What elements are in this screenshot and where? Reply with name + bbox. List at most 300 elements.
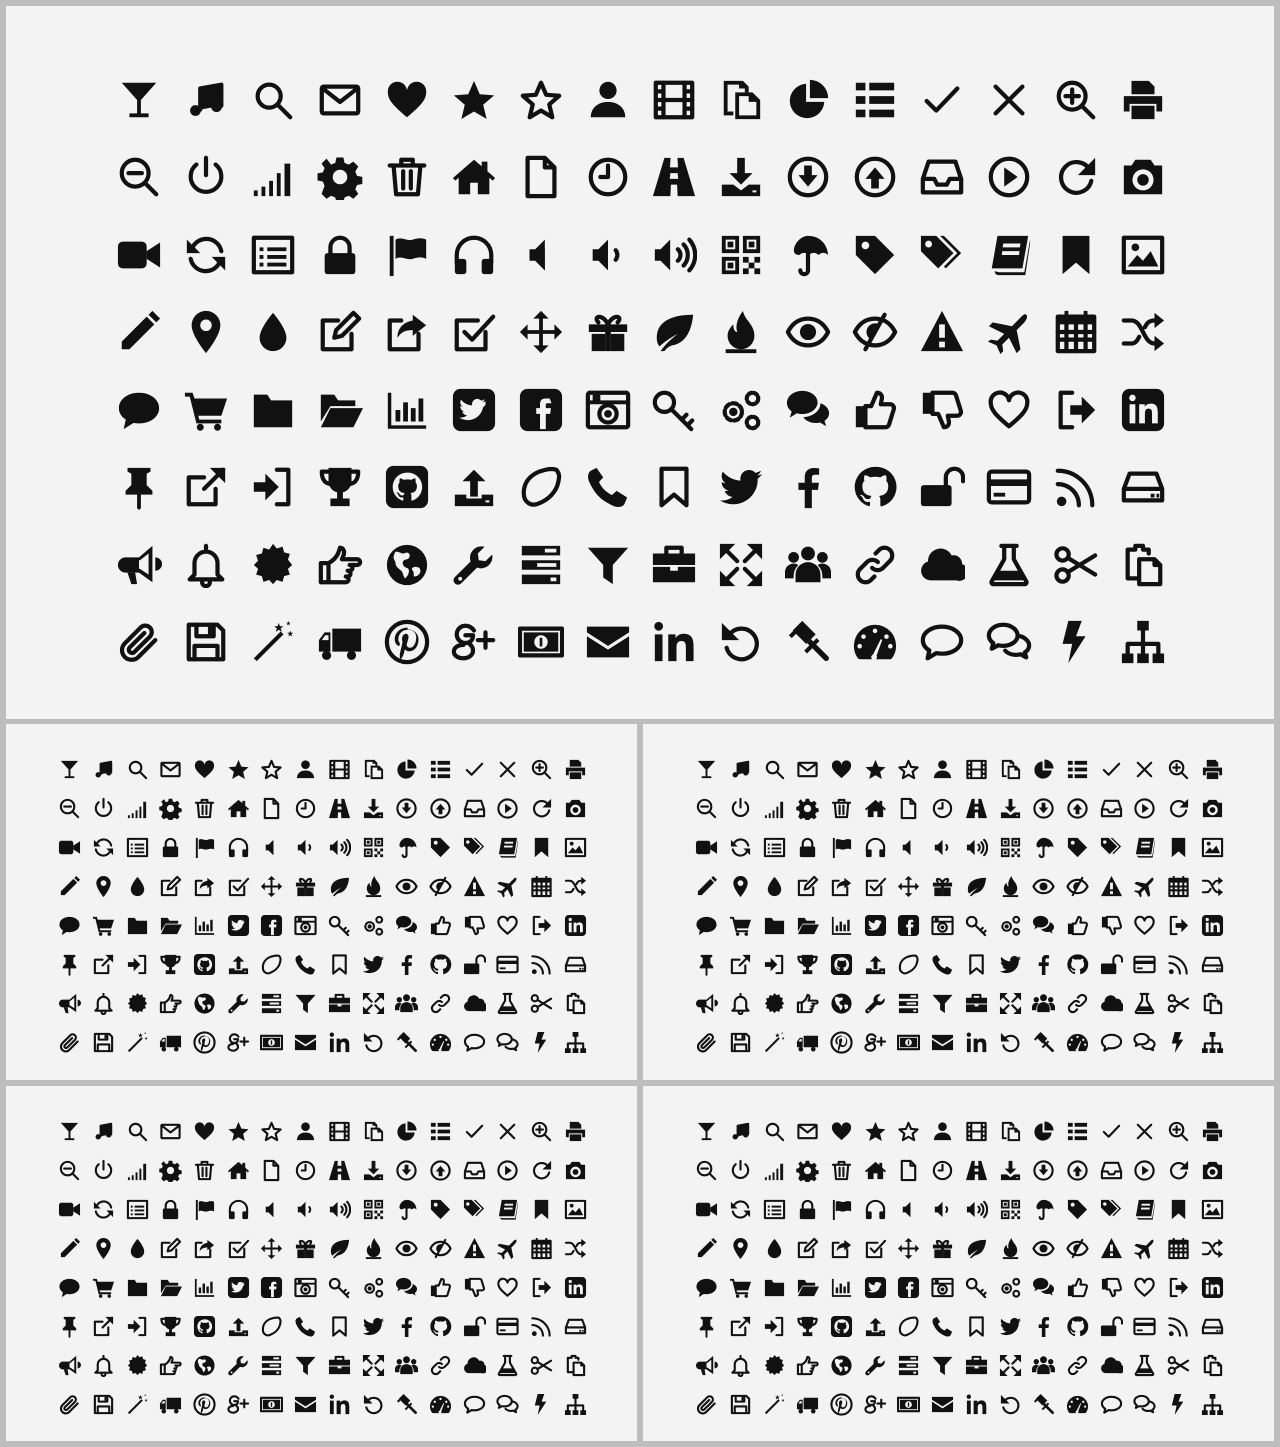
volume-off-icon [892, 1190, 926, 1229]
zoom-out-icon [690, 789, 724, 828]
bar-chart-icon [188, 906, 222, 945]
paperclip-icon [690, 1023, 724, 1062]
file-icon [507, 139, 574, 217]
lemon-icon [892, 945, 926, 984]
pie-chart-icon [1027, 1112, 1061, 1151]
map-marker-icon [724, 1229, 758, 1268]
sign-out-icon [1162, 1268, 1196, 1307]
star-icon [858, 1112, 892, 1151]
comments-empty-icon [491, 1385, 525, 1424]
beaker-icon [491, 1346, 525, 1385]
trash-icon [825, 789, 859, 828]
gear-icon [791, 1151, 825, 1190]
globe-icon [825, 1346, 859, 1385]
film-icon [960, 1112, 994, 1151]
move-icon [255, 867, 289, 906]
group-icon [775, 526, 842, 604]
certificate-icon [757, 1346, 791, 1385]
cloud-icon [1094, 1346, 1128, 1385]
lock-icon [154, 828, 188, 867]
bookmark-empty-icon [960, 945, 994, 984]
edit-icon [154, 1229, 188, 1268]
eye-slash-icon [1061, 1229, 1095, 1268]
google-plus-icon [440, 604, 507, 682]
cut-icon [1162, 1346, 1196, 1385]
globe-icon [188, 1346, 222, 1385]
google-plus-icon [221, 1023, 255, 1062]
comment-empty-icon [909, 604, 976, 682]
gift-icon [926, 1229, 960, 1268]
link-icon [1061, 984, 1095, 1023]
book-icon [975, 216, 1042, 294]
thumbs-down-icon [457, 1268, 491, 1307]
eye-icon [1027, 867, 1061, 906]
paperclip-icon [53, 1385, 87, 1424]
shopping-cart-icon [173, 371, 240, 449]
briefcase-icon [323, 984, 357, 1023]
umbrella-icon [390, 1190, 424, 1229]
headphones-icon [221, 828, 255, 867]
flag-icon [825, 1190, 859, 1229]
fullscreen-icon [356, 984, 390, 1023]
pie-chart-icon [1027, 750, 1061, 789]
pie-chart-icon [390, 1112, 424, 1151]
briefcase-icon [323, 1346, 357, 1385]
circle-arrow-up-icon [1061, 789, 1095, 828]
lemon-icon [255, 1307, 289, 1346]
beaker-icon [1128, 984, 1162, 1023]
unlock-icon [909, 449, 976, 527]
check-square-icon [221, 1229, 255, 1268]
sync-icon [87, 828, 121, 867]
bell-icon [724, 1346, 758, 1385]
volume-down-icon [574, 216, 641, 294]
folder-open-icon [791, 1268, 825, 1307]
camera-retro-icon [926, 906, 960, 945]
hand-right-icon [791, 1346, 825, 1385]
sync-icon [173, 216, 240, 294]
umbrella-icon [390, 828, 424, 867]
book-icon [1128, 1190, 1162, 1229]
picture-icon [558, 828, 592, 867]
paperclip-icon [53, 1023, 87, 1062]
bell-icon [87, 1346, 121, 1385]
warning-icon [457, 1229, 491, 1268]
google-plus-icon [221, 1385, 255, 1424]
truck-icon [791, 1385, 825, 1424]
globe-icon [374, 526, 441, 604]
external-link-icon [724, 945, 758, 984]
certificate-icon [240, 526, 307, 604]
wrench-icon [858, 984, 892, 1023]
circle-arrow-up-icon [842, 139, 909, 217]
zoom-in-icon [525, 1112, 559, 1151]
shopping-cart-icon [724, 1268, 758, 1307]
heart-empty-icon [491, 906, 525, 945]
calendar-icon [1162, 867, 1196, 906]
copy-icon [356, 750, 390, 789]
camera-icon [558, 1151, 592, 1190]
edit-icon [307, 294, 374, 372]
eye-slash-icon [424, 867, 458, 906]
circle-arrow-down-icon [1027, 789, 1061, 828]
file-icon [892, 789, 926, 828]
gears-icon [993, 906, 1027, 945]
upload-icon [221, 945, 255, 984]
heart-icon [188, 1112, 222, 1151]
github-square-icon [188, 1307, 222, 1346]
heart-empty-icon [1128, 1268, 1162, 1307]
gear-icon [791, 789, 825, 828]
bar-chart-icon [188, 1268, 222, 1307]
map-marker-icon [87, 867, 121, 906]
volume-down-icon [926, 828, 960, 867]
globe-icon [188, 984, 222, 1023]
fullscreen-icon [993, 1346, 1027, 1385]
bar-chart-icon [825, 906, 859, 945]
group-icon [390, 1346, 424, 1385]
tags-icon [1094, 1190, 1128, 1229]
shopping-cart-icon [87, 906, 121, 945]
twitter-square-icon [858, 906, 892, 945]
play-circle-icon [491, 789, 525, 828]
video-icon [106, 216, 173, 294]
download-icon [356, 789, 390, 828]
copy-icon [708, 61, 775, 139]
twitter-icon [356, 1307, 390, 1346]
icon-sheet-bottom-left [6, 1086, 637, 1441]
external-link-icon [173, 449, 240, 527]
twitter-square-icon [221, 906, 255, 945]
heart-icon [825, 750, 859, 789]
circle-arrow-down-icon [390, 1151, 424, 1190]
share-icon [825, 1229, 859, 1268]
undo-icon [993, 1023, 1027, 1062]
heart-empty-icon [975, 371, 1042, 449]
tasks-icon [892, 984, 926, 1023]
glass-icon [106, 61, 173, 139]
volume-off-icon [892, 828, 926, 867]
twitter-icon [356, 945, 390, 984]
key-icon [323, 1268, 357, 1307]
tags-icon [909, 216, 976, 294]
cloud-icon [1094, 984, 1128, 1023]
pushpin-icon [53, 945, 87, 984]
picture-icon [1195, 1190, 1229, 1229]
umbrella-icon [775, 216, 842, 294]
sign-in-icon [120, 945, 154, 984]
link-icon [424, 984, 458, 1023]
th-list-icon [1061, 1112, 1095, 1151]
filter-icon [926, 984, 960, 1023]
github-icon [424, 1307, 458, 1346]
random-icon [1195, 1229, 1229, 1268]
sign-in-icon [757, 1307, 791, 1346]
comments-icon [390, 906, 424, 945]
linkedin-square-icon [1195, 906, 1229, 945]
sync-icon [724, 828, 758, 867]
dashboard-icon [1061, 1385, 1095, 1424]
comments-icon [1027, 1268, 1061, 1307]
user-icon [926, 750, 960, 789]
pinterest-icon [374, 604, 441, 682]
clock-icon [926, 789, 960, 828]
circle-arrow-down-icon [1027, 1151, 1061, 1190]
undo-icon [356, 1023, 390, 1062]
close-icon [491, 750, 525, 789]
group-icon [1027, 984, 1061, 1023]
sign-out-icon [525, 1268, 559, 1307]
fullscreen-icon [993, 984, 1027, 1023]
bookmark-icon [1042, 216, 1109, 294]
trophy-icon [154, 945, 188, 984]
share-icon [188, 1229, 222, 1268]
zoom-in-icon [1162, 750, 1196, 789]
book-icon [491, 1190, 525, 1229]
book-icon [491, 828, 525, 867]
facebook-icon [775, 449, 842, 527]
tags-icon [1094, 828, 1128, 867]
glass-icon [53, 750, 87, 789]
rss-icon [1042, 449, 1109, 527]
paste-icon [1195, 984, 1229, 1023]
comment-icon [690, 906, 724, 945]
facebook-icon [1027, 945, 1061, 984]
user-icon [289, 750, 323, 789]
credit-card-icon [1128, 1307, 1162, 1346]
gear-icon [154, 1151, 188, 1190]
book-icon [1128, 828, 1162, 867]
zoom-out-icon [53, 1151, 87, 1190]
github-square-icon [374, 449, 441, 527]
gift-icon [289, 1229, 323, 1268]
film-icon [323, 750, 357, 789]
trophy-icon [154, 1307, 188, 1346]
hdd-icon [558, 945, 592, 984]
home-icon [858, 1151, 892, 1190]
calendar-icon [1042, 294, 1109, 372]
fullscreen-icon [356, 1346, 390, 1385]
road-icon [323, 789, 357, 828]
wrench-icon [858, 1346, 892, 1385]
linkedin-icon [323, 1023, 357, 1062]
tint-icon [757, 1229, 791, 1268]
bullhorn-icon [53, 984, 87, 1023]
clock-icon [289, 789, 323, 828]
star-empty-icon [892, 750, 926, 789]
dashboard-icon [424, 1023, 458, 1062]
dashboard-icon [1061, 1023, 1095, 1062]
credit-card-icon [491, 945, 525, 984]
check-square-icon [221, 867, 255, 906]
lock-icon [154, 1190, 188, 1229]
move-icon [892, 867, 926, 906]
move-icon [507, 294, 574, 372]
video-icon [690, 1190, 724, 1229]
play-circle-icon [1128, 789, 1162, 828]
envelope-solid-icon [926, 1385, 960, 1424]
star-empty-icon [255, 1112, 289, 1151]
sign-out-icon [1042, 371, 1109, 449]
github-icon [1061, 1307, 1095, 1346]
road-icon [323, 1151, 357, 1190]
qrcode-icon [993, 828, 1027, 867]
paperclip-icon [106, 604, 173, 682]
fullscreen-icon [708, 526, 775, 604]
plane-icon [975, 294, 1042, 372]
filter-icon [289, 1346, 323, 1385]
linkedin-icon [641, 604, 708, 682]
magic-icon [120, 1385, 154, 1424]
envelope-icon [791, 1112, 825, 1151]
pushpin-icon [690, 945, 724, 984]
thumbs-down-icon [909, 371, 976, 449]
leaf-icon [960, 867, 994, 906]
music-icon [87, 750, 121, 789]
save-icon [87, 1023, 121, 1062]
thumbs-up-icon [424, 906, 458, 945]
signal-icon [757, 1151, 791, 1190]
bar-chart-icon [825, 1268, 859, 1307]
gears-icon [356, 906, 390, 945]
money-icon [255, 1385, 289, 1424]
twitter-icon [708, 449, 775, 527]
sign-out-icon [525, 906, 559, 945]
facebook-square-icon [507, 371, 574, 449]
tag-icon [842, 216, 909, 294]
hand-right-icon [154, 1346, 188, 1385]
facebook-square-icon [255, 906, 289, 945]
volume-up-icon [641, 216, 708, 294]
twitter-square-icon [858, 1268, 892, 1307]
volume-down-icon [289, 1190, 323, 1229]
globe-icon [825, 984, 859, 1023]
comments-icon [775, 371, 842, 449]
tasks-icon [892, 1346, 926, 1385]
money-icon [507, 604, 574, 682]
comments-icon [1027, 906, 1061, 945]
cloud-icon [909, 526, 976, 604]
comments-icon [390, 1268, 424, 1307]
hdd-icon [1195, 945, 1229, 984]
bookmark-icon [525, 828, 559, 867]
print-icon [558, 1112, 592, 1151]
undo-icon [356, 1385, 390, 1424]
tag-icon [1061, 1190, 1095, 1229]
thumbs-down-icon [1094, 1268, 1128, 1307]
map-marker-icon [173, 294, 240, 372]
tags-icon [457, 1190, 491, 1229]
search-icon [240, 61, 307, 139]
magic-icon [757, 1023, 791, 1062]
wrench-icon [221, 984, 255, 1023]
dashboard-icon [424, 1385, 458, 1424]
comment-empty-icon [1094, 1385, 1128, 1424]
beaker-icon [975, 526, 1042, 604]
bullhorn-icon [690, 984, 724, 1023]
bar-chart-icon [374, 371, 441, 449]
rss-icon [1162, 1307, 1196, 1346]
link-icon [1061, 1346, 1095, 1385]
eye-icon [390, 1229, 424, 1268]
folder-open-icon [307, 371, 374, 449]
glass-icon [690, 1112, 724, 1151]
clock-icon [574, 139, 641, 217]
external-link-icon [87, 1307, 121, 1346]
google-plus-icon [858, 1385, 892, 1424]
comment-empty-icon [457, 1023, 491, 1062]
tags-icon [457, 828, 491, 867]
twitter-square-icon [440, 371, 507, 449]
comments-empty-icon [975, 604, 1042, 682]
shopping-cart-icon [87, 1268, 121, 1307]
heart-icon [374, 61, 441, 139]
th-list-icon [424, 750, 458, 789]
volume-down-icon [289, 828, 323, 867]
comment-icon [53, 1268, 87, 1307]
bookmark-icon [1162, 828, 1196, 867]
sitemap-icon [1195, 1385, 1229, 1424]
lemon-icon [255, 945, 289, 984]
check-icon [457, 1112, 491, 1151]
lock-icon [791, 1190, 825, 1229]
volume-up-icon [323, 828, 357, 867]
refresh-icon [1042, 139, 1109, 217]
gears-icon [708, 371, 775, 449]
credit-card-icon [975, 449, 1042, 527]
sign-in-icon [240, 449, 307, 527]
bullhorn-icon [106, 526, 173, 604]
leaf-icon [323, 867, 357, 906]
sign-in-icon [757, 945, 791, 984]
list-alt-icon [120, 828, 154, 867]
hdd-icon [1109, 449, 1176, 527]
clock-icon [926, 1151, 960, 1190]
check-icon [1094, 1112, 1128, 1151]
group-icon [390, 984, 424, 1023]
warning-icon [1094, 867, 1128, 906]
close-icon [1128, 1112, 1162, 1151]
sign-in-icon [120, 1307, 154, 1346]
thumbs-up-icon [1061, 1268, 1095, 1307]
truck-icon [791, 1023, 825, 1062]
tint-icon [757, 867, 791, 906]
glass-icon [53, 1112, 87, 1151]
leaf-icon [960, 1229, 994, 1268]
link-icon [424, 1346, 458, 1385]
plane-icon [1128, 867, 1162, 906]
twitter-icon [993, 1307, 1027, 1346]
facebook-icon [390, 1307, 424, 1346]
plane-icon [491, 867, 525, 906]
folder-icon [240, 371, 307, 449]
beaker-icon [1128, 1346, 1162, 1385]
external-link-icon [724, 1307, 758, 1346]
music-icon [87, 1112, 121, 1151]
headphones-icon [440, 216, 507, 294]
icon-sheet-top-right [643, 724, 1274, 1080]
flag-icon [188, 1190, 222, 1229]
lock-icon [791, 828, 825, 867]
road-icon [641, 139, 708, 217]
cut-icon [1162, 984, 1196, 1023]
upload-icon [858, 1307, 892, 1346]
camera-retro-icon [289, 1268, 323, 1307]
camera-icon [1195, 789, 1229, 828]
thumbs-down-icon [457, 906, 491, 945]
list-alt-icon [120, 1190, 154, 1229]
plane-icon [491, 1229, 525, 1268]
